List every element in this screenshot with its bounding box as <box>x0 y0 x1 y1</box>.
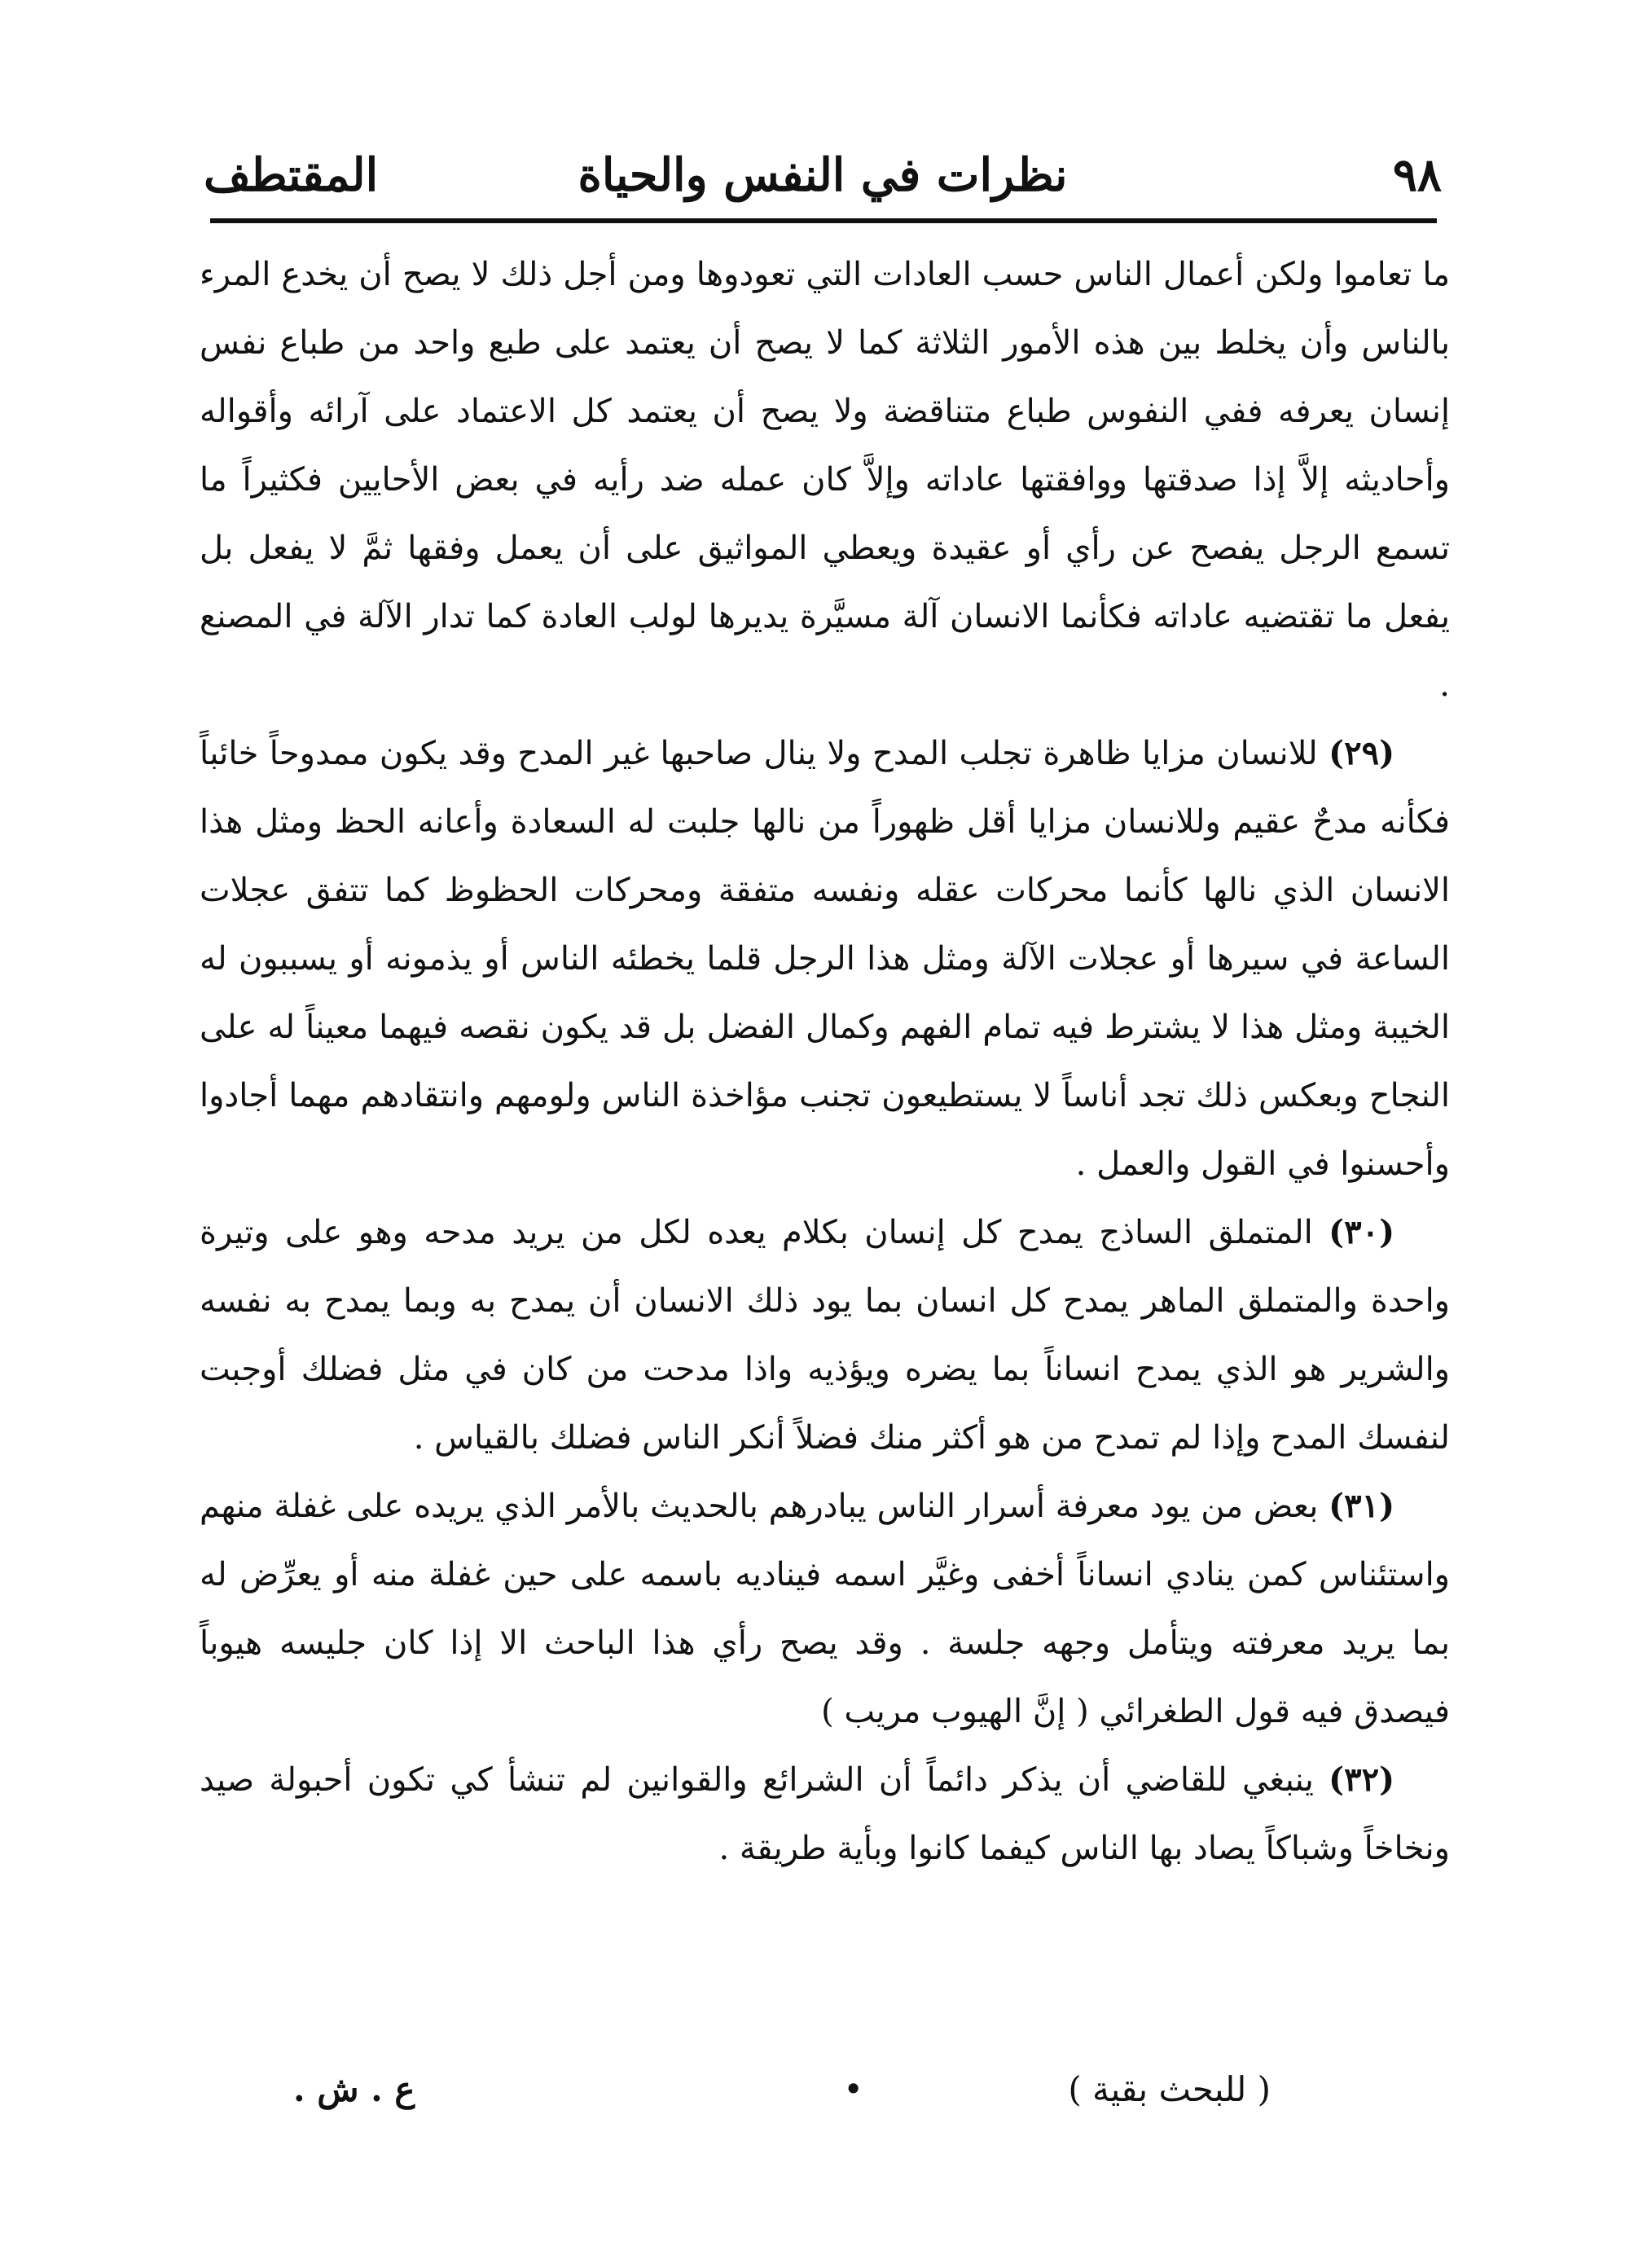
separator-dot: • <box>843 2069 863 2109</box>
paragraph-text: بعض من يود معرفة أسرار الناس يبادرهم بالحديث بالأمر الذي يريده على غفلة منهم واستئناس كمن ينادي انساناً أخفى وغيَّر اسمه فيناديه باسمه على حين غفلة منه أو يعرِّض له بما يريد معرفته ويتأمل وجهه جلسة . وقد يصح رأي هذا الباحث الا إذا كان جليسه هيوباً فيصدق فيه قول الطغرائي ( إنَّ الهيوب مريب ) <box>200 1488 1450 1730</box>
page-footer <box>293 2061 1271 2134</box>
paragraph-text: ينبغي للقاضي أن يذكر دائماً أن الشرائع والقوانين لم تنشأ كي تكون أحبولة صيد ونخاخاً وشباكاً يصاد بها الناس كيفما كانوا وبأية طريقة . <box>200 1761 1450 1867</box>
page-number: ٩٨ <box>1392 148 1442 202</box>
paragraph-number: (٣١) <box>1329 1487 1395 1525</box>
article-body <box>200 240 1450 1883</box>
page-header <box>204 122 1442 220</box>
header-rule <box>210 218 1437 223</box>
paragraph-text: ما تعاموا ولكن أعمال الناس حسب العادات التي تعودوها ومن أجل ذلك لا يصح أن يخدع المرء بالناس وأن يخلط بين هذه الأمور الثلاثة كما لا يصح أن يعتمد على طبع واحد من طباع نفس إنسان يعرفه ففي النفوس طباع متناقضة ولا يصح أن يعتمد كل الاعتماد على آرائه وأقواله وأحاديثه إلاَّ إذا صدقتها ووافقتها عاداته وإلاَّ كان عمله ضد رأيه في بعض الأحايين فكثيراً ما تسمع الرجل يفصح عن رأي أو عقيدة ويعطي المواثيق على أن يعمل وفقها ثمَّ لا يفعل بل يفعل ما تقتضيه عاداته فكأنما الانسان آلة مسيَّرة يديرها لولب العادة كما تدار الآلة في المصنع . <box>200 256 1450 704</box>
paragraph-text: المتملق الساذج يمدح كل إنسان بكلام يعده لكل من يريد مدحه وهو على وتيرة واحدة والمتملق الماهر يمدح كل انسان بما يود ذلك الانسان أن يمدح به وبما يمدح به نفسه والشرير هو الذي يمدح انساناً بما يضره ويؤذيه واذا مدحت من كان في مثل فضلك أوجبت لنفسك المدح وإذا لم تمدح من هو أكثر منك فضلاً أنكر الناس فضلك بالقياس . <box>200 1214 1450 1457</box>
paragraph-31 <box>200 1472 1450 1746</box>
author-initials: ع . ش . <box>293 2069 415 2109</box>
paragraph-number: (٣٢) <box>1329 1760 1394 1799</box>
paragraph-30 <box>200 1198 1450 1472</box>
paragraph-intro <box>200 240 1450 719</box>
paragraph-29 <box>200 719 1450 1198</box>
paragraph-text: للانسان مزايا ظاهرة تجلب المدح ولا ينال صاحبها غير المدح وقد يكون ممدوحاً خائباً فكأنه مدحٌ عقيم وللانسان مزايا أقل ظهوراً من نالها جلبت له السعادة وأعانه الحظ ومثل هذا الانسان الذي نالها كأنما محركات عقله ونفسه متفقة ومحركات الحظوظ كما تتفق عجلات الساعة في سيرها أو عجلات الآلة ومثل هذا الرجل قلما يخطئه الناس أو يذمونه أو يسببون له الخيبة ومثل هذا لا يشترط فيه تمام الفهم وكمال الفضل بل قد يكون نقصه فيهما معيناً له على النجاح وبعكس ذلك تجد أناساً لا يستطيعون تجنب مؤاخذة الناس ولومهم وانتقادهم مهما أجادوا وأحسنوا في القول والعمل . <box>200 735 1450 1183</box>
continued-note: ( للبحث بقية ) <box>1068 2069 1271 2109</box>
journal-name: المقتطف <box>204 148 379 202</box>
paragraph-number: (٣٠) <box>1329 1213 1395 1251</box>
paragraph-32 <box>200 1746 1450 1883</box>
running-title: نظرات في النفس والحياة <box>578 148 1068 202</box>
paragraph-number: (٢٩) <box>1329 734 1395 772</box>
